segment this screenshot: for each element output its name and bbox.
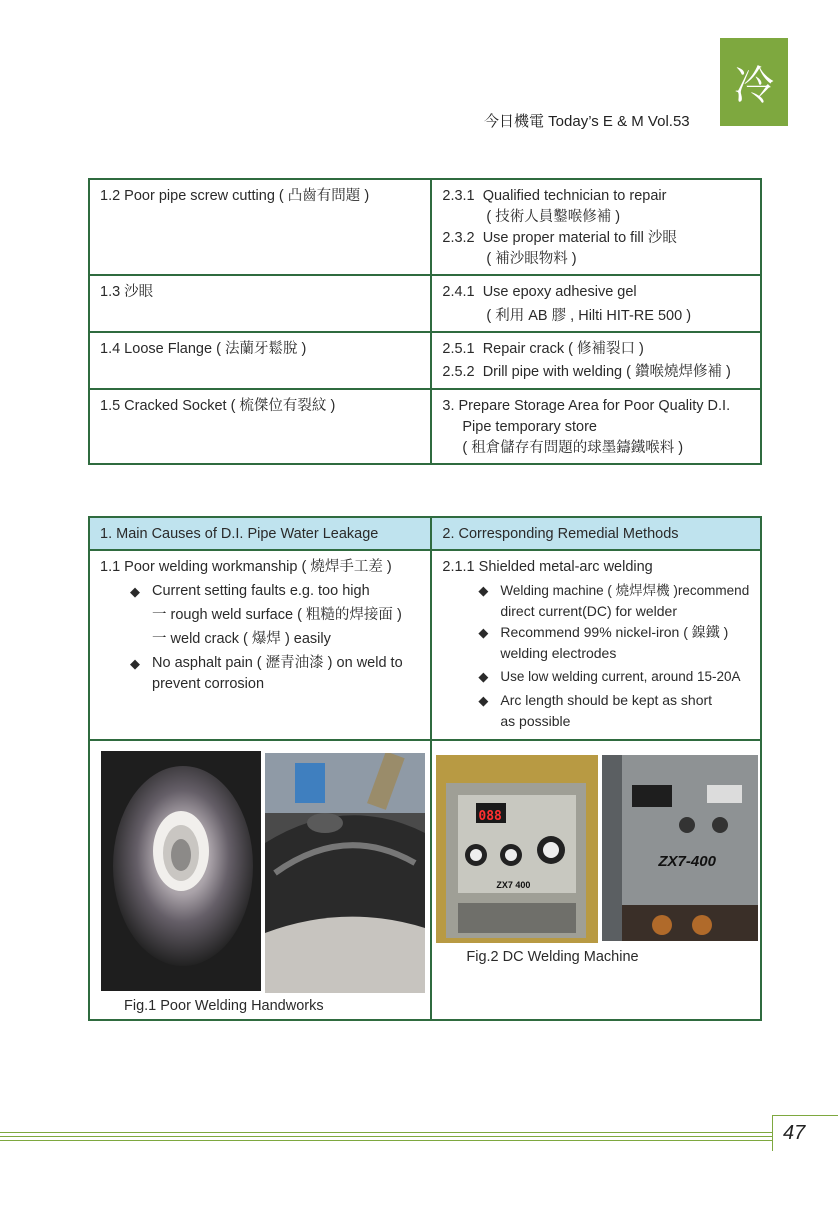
- table-row: [89, 550, 761, 740]
- welding-machine-photo-2: [602, 755, 758, 941]
- cause-cell: [89, 275, 431, 332]
- bullet-text: Welding machine ( 燒焊焊機 )recommend: [500, 583, 750, 598]
- subitem-text: weld crack ( 爆焊 ) easily: [170, 631, 331, 647]
- bullet-text: Use low welding current, around 15-20A: [500, 669, 741, 684]
- footer-rule: [0, 1132, 772, 1133]
- table-row: [89, 389, 761, 464]
- remedy-text: Qualified technician to repair: [482, 188, 667, 204]
- weld-hole-photo: [101, 751, 261, 991]
- list-item: [442, 690, 758, 711]
- table-row: [89, 740, 761, 1020]
- table-header-row: [89, 517, 761, 550]
- remedy-line: ( 租倉儲存有問題的球墨鑄鐵喉料 ): [462, 440, 684, 456]
- machine-display-readout: 088: [478, 809, 502, 824]
- column-header-remedies: 2. Corresponding Remedial Methods: [431, 517, 761, 550]
- cause-title: 1.1 Poor welding workmanship ( 燒焊手工差 ): [100, 559, 392, 575]
- remedy-text: Use proper material to fill 沙眼: [482, 230, 677, 246]
- cause-cell: [89, 179, 431, 275]
- remedy-text: Drill pipe with welding ( 鑽喉燒焊修補 ): [482, 364, 731, 380]
- cause-cell: [89, 550, 431, 740]
- bullet-continuation: direct current(DC) for welder: [500, 603, 677, 619]
- remedy-num: 2.5.2: [442, 364, 475, 380]
- footer-divider: [772, 1115, 773, 1151]
- bullet-continuation: prevent corrosion: [152, 676, 265, 692]
- bullet-continuation: welding electrodes: [500, 645, 617, 661]
- list-item: [442, 622, 758, 643]
- causes-remedies-table-continued: [88, 178, 762, 465]
- remedy-line: 3. Prepare Storage Area for Poor Quality D.I.: [442, 398, 731, 414]
- subitem-text: rough weld surface ( 粗糙的焊接面 ): [170, 607, 402, 623]
- dash-icon: 一: [152, 607, 167, 623]
- table-row: [89, 332, 761, 389]
- cause-text: 1.2 Poor pipe screw cutting ( 凸齒有問題 ): [100, 188, 370, 204]
- remedy-sub: ( 補沙眼物料 ): [486, 251, 577, 267]
- machine-model-label: ZX7 400: [496, 880, 531, 890]
- cause-cell: [89, 389, 431, 464]
- cause-text: 1.5 Cracked Socket ( 梳傑位有裂紋 ): [100, 398, 336, 414]
- remedy-line: [442, 228, 750, 249]
- figure-cell-2: [431, 740, 761, 1020]
- black-weld-photo: [265, 753, 425, 993]
- footer-rule: [0, 1140, 772, 1141]
- diamond-bullet-icon: ◆: [478, 669, 489, 684]
- remedy-line: [442, 186, 750, 207]
- footer-rule-right: [772, 1115, 838, 1116]
- cause-text: 1.4 Loose Flange ( 法蘭牙鬆脫 ): [100, 341, 307, 357]
- machine-model-label: ZX7-400: [658, 853, 716, 870]
- remedy-cell: [431, 179, 761, 275]
- publication-title: 今日機電 Today’s E & M Vol.53: [484, 113, 690, 130]
- list-item: [100, 653, 428, 674]
- bullet-text: Current setting faults e.g. too high: [152, 583, 370, 599]
- remedy-sub: ( 技術人員鑿喉修補 ): [486, 209, 621, 225]
- bullet-text: Recommend 99% nickel-iron ( 鎳鐵 ): [500, 624, 729, 640]
- remedy-line: [442, 339, 750, 360]
- remedy-line: [442, 282, 750, 303]
- remedy-cell: [431, 332, 761, 389]
- remedy-cell: [431, 275, 761, 332]
- remedy-text: Use epoxy adhesive gel: [482, 284, 637, 300]
- figure-cell-1: [89, 740, 431, 1020]
- list-item: [442, 666, 758, 687]
- remedy-cell: [431, 550, 761, 740]
- remedy-cell: [431, 389, 761, 464]
- figure-1-caption: Fig.1 Poor Welding Handworks: [124, 998, 324, 1014]
- diamond-bullet-icon: ◆: [478, 625, 489, 640]
- bullet-text: Arc length should be kept as short: [500, 692, 713, 708]
- bullet-continuation: as possible: [500, 713, 571, 729]
- weld-seam-image-icon: [265, 753, 425, 993]
- remedy-num: 2.4.1: [442, 284, 475, 300]
- main-causes-table: [88, 516, 762, 1021]
- remedy-sub: ( 利用 AB 膠 , Hilti HIT-RE 500 ): [486, 308, 692, 324]
- weld-hole-image-icon: [101, 751, 261, 991]
- list-subitem: [100, 605, 428, 626]
- welding-machine-photo-1: [436, 755, 598, 943]
- remedy-num: 2.3.1: [442, 188, 475, 204]
- table-row: [89, 179, 761, 275]
- list-item: [100, 581, 428, 602]
- remedy-title: 2.1.1 Shielded metal-arc welding: [442, 559, 653, 575]
- list-item: [442, 580, 758, 601]
- remedy-text: Repair crack ( 修補裂口 ): [482, 341, 644, 357]
- diamond-bullet-icon: ◆: [478, 583, 489, 598]
- remedy-line: [442, 362, 750, 383]
- table-row: [89, 275, 761, 332]
- section-tab-icon: 冷: [720, 38, 788, 126]
- page-number: 47: [783, 1122, 806, 1144]
- remedy-num: 2.3.2: [442, 230, 475, 246]
- figure-2-caption: Fig.2 DC Welding Machine: [466, 949, 639, 965]
- diamond-bullet-icon: ◆: [130, 584, 140, 599]
- diamond-bullet-icon: ◆: [478, 693, 489, 708]
- dash-icon: 一: [152, 631, 167, 647]
- diamond-bullet-icon: ◆: [130, 656, 140, 671]
- footer-rule: [0, 1136, 772, 1137]
- bullet-text: No asphalt pain ( 瀝青油漆 ) on weld to: [152, 655, 403, 671]
- inverter-welder-image-icon: [602, 755, 758, 941]
- column-header-causes: 1. Main Causes of D.I. Pipe Water Leakage: [89, 517, 431, 550]
- list-subitem: [100, 629, 428, 650]
- cause-cell: [89, 332, 431, 389]
- remedy-line: Pipe temporary store: [462, 419, 597, 435]
- welding-machine-image-icon: [436, 755, 598, 943]
- cause-text: 1.3 沙眼: [100, 284, 154, 300]
- remedy-num: 2.5.1: [442, 341, 475, 357]
